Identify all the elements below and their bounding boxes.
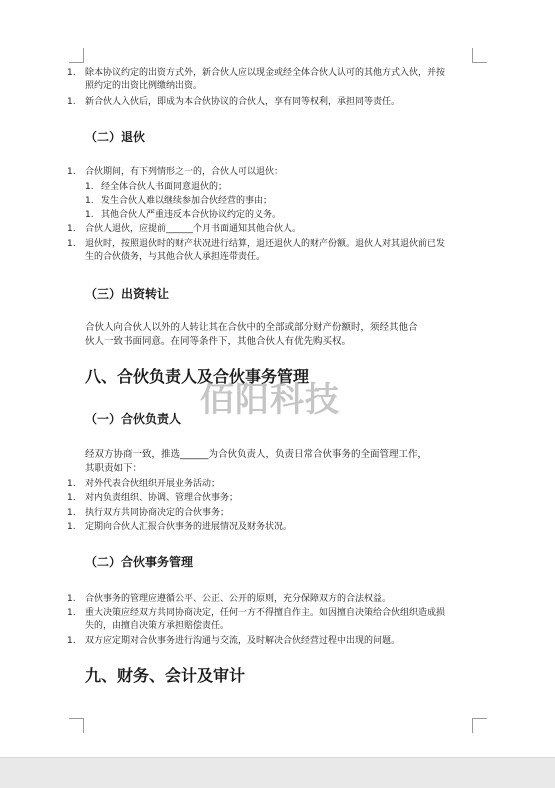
list-number: 1.: [85, 210, 94, 220]
list-number: 1.: [67, 522, 76, 532]
list-number: 1.: [67, 636, 76, 646]
list-number: 1.: [67, 594, 76, 604]
watermark: 佰阳科技: [200, 380, 340, 420]
chapter-heading: 九、财务、会计及审计: [85, 666, 246, 685]
list-item-text: 定期向合伙人汇报合伙事务的进展情况及财务状况。: [85, 522, 293, 532]
list-item-text: 对内负责组织、协调、管理合伙事务；: [85, 493, 239, 503]
list-item-text: 发生合伙人难以继续参加合伙经营的事由；: [101, 196, 273, 206]
list-item-text: 经全体合伙人书面同意退伙的；: [101, 182, 228, 192]
list-item-text: 生的合伙债务，与其他合伙人承担连带责任。: [85, 252, 266, 262]
list-number: 1.: [67, 479, 76, 489]
page-corner-mark: [472, 48, 487, 63]
list-number: 1.: [67, 508, 76, 518]
list-item-text: 除本协议约定的出资方式外，新合伙人应以现金或经全体合伙人认可的其他方式入伙，并按: [85, 68, 446, 78]
page-corner-mark: [472, 718, 487, 733]
list-item-text: 对外代表合伙组织开展业务活动；: [85, 479, 221, 489]
page-bottom-gap: [0, 757, 555, 788]
list-number: 1.: [85, 196, 94, 206]
list-item-text: 合伙人退伙，应提前______个月书面通知其他合伙人。: [85, 224, 302, 234]
page-corner-mark: [69, 48, 84, 63]
page-corner-mark: [69, 718, 84, 733]
paragraph-line: 其职责如下：: [85, 463, 143, 474]
list-number: 1.: [85, 182, 94, 192]
section-heading: （二）合伙事务管理: [85, 555, 194, 569]
list-number: 1.: [67, 167, 76, 177]
list-number: 1.: [67, 97, 76, 107]
list-item-text: 合伙事务的管理应遵循公平、公正、公开的原则，充分保障双方的合法权益。: [85, 594, 392, 604]
chapter-heading: 八、合伙负责人及合伙事务管理: [85, 367, 310, 386]
list-number: 1.: [67, 224, 76, 234]
section-heading: （一）合伙负责人: [85, 412, 182, 426]
list-number: 1.: [67, 493, 76, 503]
paragraph-line: 合伙人向合伙人以外的人转让其在合伙中的全部或部分财产份额时，须经其他合: [85, 322, 418, 333]
list-item-text: 失的，由擅自决策方承担赔偿责任。: [85, 621, 230, 631]
list-number: 1.: [67, 239, 76, 249]
list-item-text: 合伙期间，有下列情形之一的，合伙人可以退伙：: [85, 167, 284, 177]
list-item-text: 重大决策应经双方共同协商决定，任何一方不得擅自作主。如因擅自决策给合伙组织造成损: [85, 608, 446, 618]
list-item-text: 其他合伙人严重违反本合伙协议约定的义务。: [101, 210, 282, 220]
list-number: 1.: [67, 608, 76, 618]
list-item-text: 退伙时，按照退伙时的财产状况进行结算，退还退伙人的财产份额。退伙人对其退伙前已发: [85, 239, 446, 249]
paragraph-line: 伙人一致书面同意。在同等条件下，其他合伙人有优先购买权。: [85, 336, 352, 347]
list-item-text: 双方应定期对合伙事务进行沟通与交流，及时解决合伙经营过程中出现的问题。: [85, 636, 401, 646]
list-number: 1.: [67, 68, 76, 78]
section-heading: （三）出资转让: [85, 287, 170, 301]
section-heading: （二）退伙: [85, 130, 146, 144]
list-item-text: 执行双方共同协商决定的合伙事务；: [85, 508, 230, 518]
list-item-text: 照约定的出资比例缴纳出资。: [85, 81, 203, 91]
list-item-text: 新合伙人入伙后，即成为本合伙协议的合伙人，享有同等权利，承担同等责任。: [85, 97, 401, 107]
paragraph-line: 经双方协商一致，推选______为合伙负责人，负责日常合伙事务的全面管理工作，: [85, 449, 428, 460]
